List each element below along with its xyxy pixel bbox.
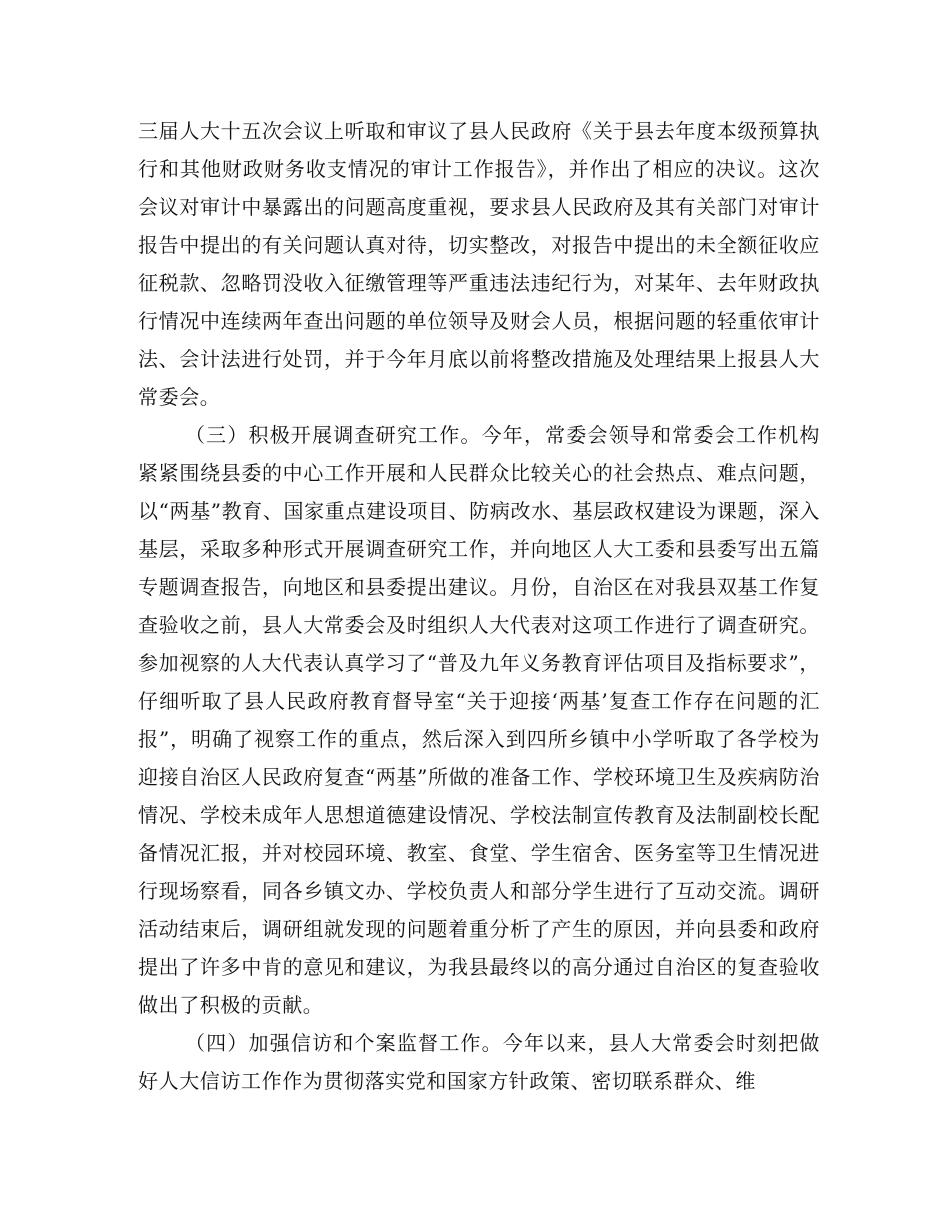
paragraph-research-work: （三）积极开展调查研究工作。今年，常委会领导和常委会工作机构紧紧围绕县委的中心工作开展和人民群众比较关心的社会热点、难点问题，以“两基”教育、国家重点建设项目、防病改水、基层政权建设为课题，深入基层，采取多种形式开展调查研究工作，并向地区人大工委和县委写出五篇专题调查报告，向地区和县委提出建议。月份，自治区在对我县双基工作复查验收之前，县人大常委会及时组织人大代表对这项工作进行了调查研究。参加视察的人大代表认真学习了“普及九年义务教育评估项目及指标要求”，仔细听取了县人民政府教育督导室“关于迎接‘两基’复查工作存在问题的汇报”，明确了视察工作的重点，然后深入到四所乡镇中小学听取了各学校为迎接自治区人民政府复查“两基”所做的准备工作、学校环境卫生及疾病防治情况、学校未成年人思想道德建设情况、学校法制宣传教育及法制副校长配备情况汇报，并对校园环境、教室、食堂、学生宿舍、医务室等卫生情况进行现场察看，同各乡镇文办、学校负责人和部分学生进行了互动交流。调研活动结束后，调研组就发现的问题着重分析了产生的原因，并向县委和政府提出了许多中肯的意见和建议，为我县最终以的高分通过自治区的复查验收做出了积极的贡献。: [138, 423, 820, 1017]
paragraph-petition-supervision: （四）加强信访和个案监督工作。今年以来，县人大常委会时刻把做好人大信访工作作为贯彻落实党和国家方针政策、密切联系群众、维: [138, 1031, 820, 1093]
document-body: [138, 112, 820, 1100]
paragraph-continuation: 三届人大十五次会议上听取和审议了县人民政府《关于县去年度本级预算执行和其他财政财务收支情况的审计工作报告》，并作出了相应的决议。这次会议对审计中暴露出的问题高度重视，要求县人民政府及其有关部门对审计报告中提出的有关问题认真对待，切实整改，对报告中提出的未全额征收应征税款、忽略罚没收入征缴管理等严重违法违纪行为，对某年、去年财政执行情况中连续两年查出问题的单位领导及财会人员，根据问题的轻重依审计法、会计法进行处罚，并于今年月底以前将整改措施及处理结果上报县人大常委会。: [138, 119, 820, 409]
